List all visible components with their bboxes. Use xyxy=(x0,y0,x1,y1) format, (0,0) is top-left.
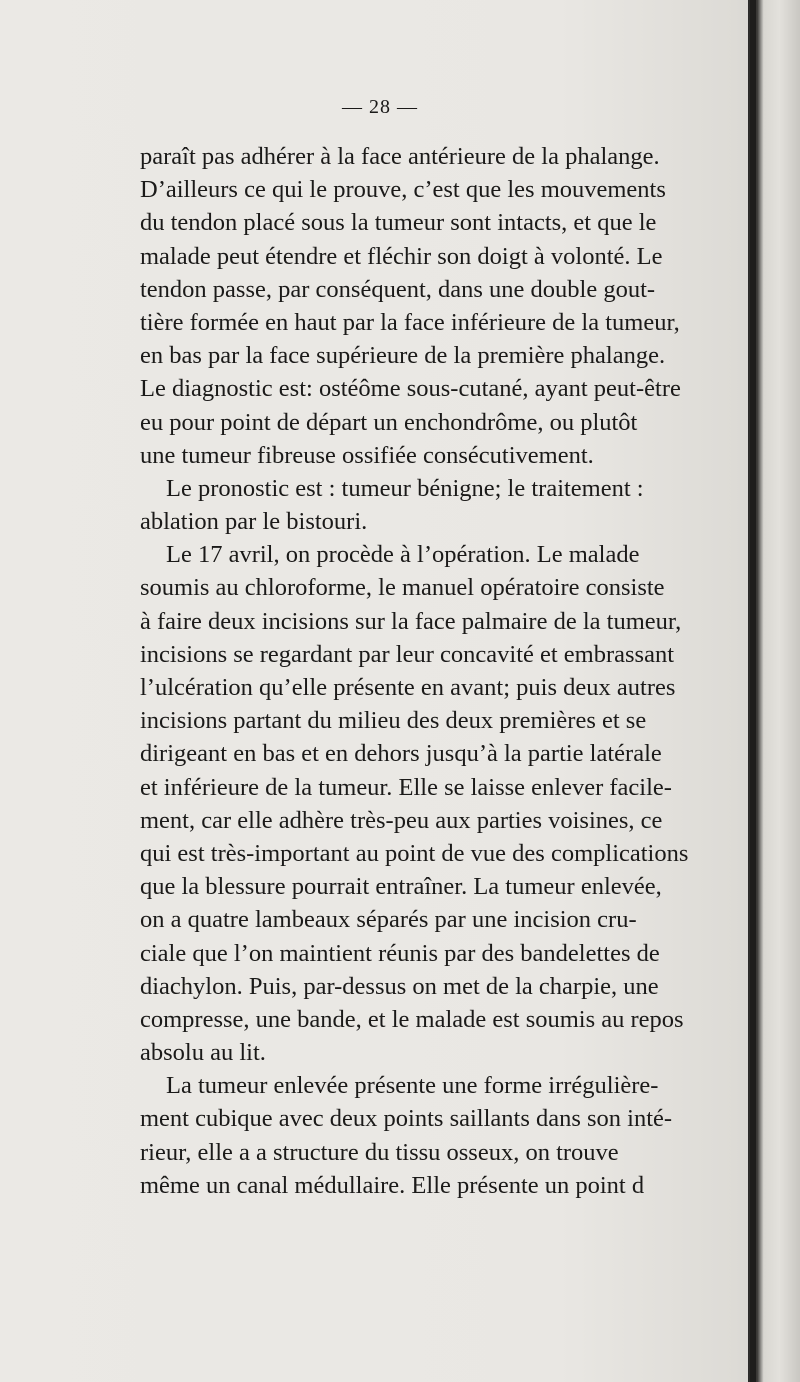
text-line: incisions se regardant par leur concavité et embrassant xyxy=(140,640,675,668)
text-line: ment, car elle adhère très-peu aux parties voisines, ce xyxy=(140,806,663,834)
text-line: diachylon. Puis, par-dessus on met de la charpie, une xyxy=(140,972,659,1000)
page-number: — 28 — xyxy=(342,96,418,118)
text-line: on a quatre lambeaux séparés par une incision cru- xyxy=(140,906,637,934)
text-line: qui est très-important au point de vue des complications xyxy=(140,839,689,867)
text-line: ment cubique avec deux points saillants dans son inté- xyxy=(140,1105,673,1133)
text-line: Le pronostic est : tumeur bénigne; le traitement : xyxy=(166,474,644,502)
text-line: Le 17 avril, on procède à l’opération. Le malade xyxy=(166,541,640,569)
text-line: en bas par la face supérieure de la première phalange. xyxy=(140,342,666,370)
text-line: une tumeur fibreuse ossifiée consécutivement. xyxy=(140,441,594,469)
text-line: à faire deux incisions sur la face palmaire de la tumeur, xyxy=(140,607,682,635)
text-line: du tendon placé sous la tumeur sont intacts, et que le xyxy=(140,209,657,237)
text-line: ablation par le bistouri. xyxy=(140,508,368,536)
text-line: soumis au chloroforme, le manuel opératoire consiste xyxy=(140,574,665,602)
text-line: malade peut étendre et fléchir son doigt à volonté. Le xyxy=(140,242,663,270)
text-line: ciale que l’on maintient réunis par des bandelettes de xyxy=(140,939,660,967)
text-line: même un canal médullaire. Elle présente un point d xyxy=(140,1171,645,1199)
text-line: Le diagnostic est: ostéôme sous-cutané, ayant peut-être xyxy=(140,375,681,403)
text-line: paraît pas adhérer à la face antérieure de la phalange. xyxy=(140,143,660,170)
text-line: l’ulcération qu’elle présente en avant; puis deux autres xyxy=(140,674,676,701)
text-line: tendon passe, par conséquent, dans une double gout- xyxy=(140,275,656,303)
text-line: compresse, une bande, et le malade est soumis au repos xyxy=(140,1005,684,1033)
text-line: D’ailleurs ce qui le prouve, c’est que les mouvements xyxy=(140,176,666,204)
text-line: eu pour point de départ un enchondrôme, ou plutôt xyxy=(140,408,638,436)
text-line: et inférieure de la tumeur. Elle se laisse enlever facile- xyxy=(140,773,672,801)
body-text xyxy=(140,140,770,1202)
text-line: tière formée en haut par la face inférieure de la tumeur, xyxy=(140,308,680,336)
text-line: rieur, elle a a structure du tissu osseux, on trouve xyxy=(140,1138,619,1166)
text-line: La tumeur enlevée présente une forme irrégulière- xyxy=(166,1072,659,1100)
text-line: incisions partant du milieu des deux premières et se xyxy=(140,707,647,735)
text-line: absolu au lit. xyxy=(140,1039,266,1067)
text-line: que la blessure pourrait entraîner. La tumeur enlevée, xyxy=(140,873,662,901)
text-line: dirigeant en bas et en dehors jusqu’à la partie latérale xyxy=(140,740,662,768)
